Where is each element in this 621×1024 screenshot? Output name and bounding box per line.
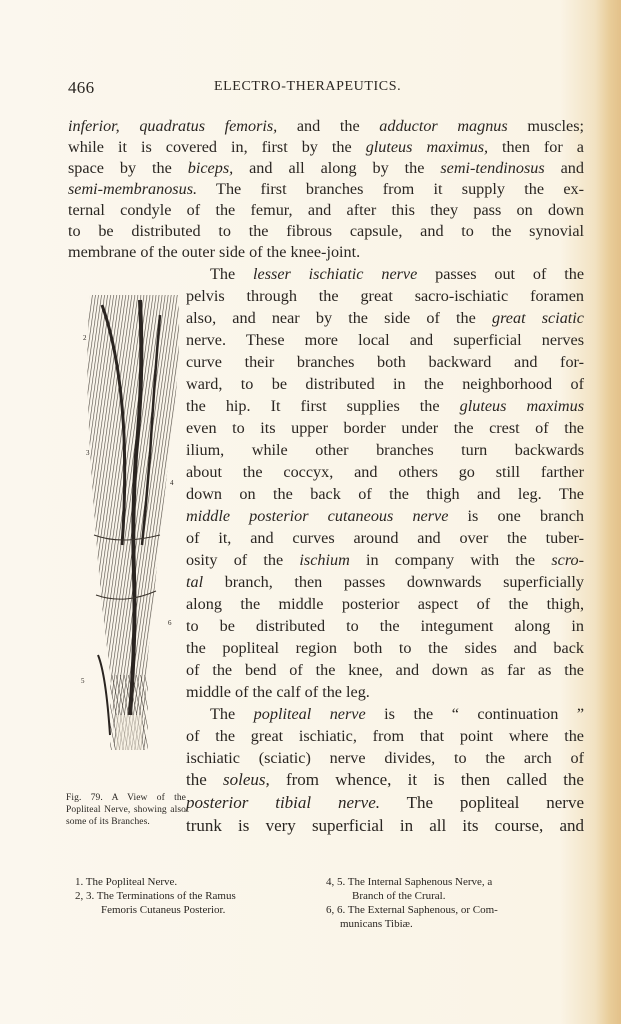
- page-number: 466: [68, 78, 95, 97]
- text-line: ischiatic (sciatic) nerve divides, to the arch of: [186, 749, 584, 767]
- text-line: space by the biceps, and all along by the semi-tendinosus and: [68, 159, 584, 177]
- text-line: of the bend of the knee, and down as far as the: [186, 661, 584, 679]
- text-line: ward, to be distributed in the neighborhood of: [186, 375, 584, 393]
- text-line: inferior, quadratus femoris, and the adductor magnus muscles;: [68, 117, 584, 135]
- text-line: ilium, while other branches turn backwards: [186, 441, 584, 459]
- running-head: ELECTRO-THERAPEUTICS.: [214, 79, 402, 94]
- text-line: posterior tibial nerve. The popliteal nerve: [186, 793, 585, 812]
- text-line: while it is covered in, first by the gluteus maximus, then for a: [68, 138, 584, 156]
- legend-entry: 6, 6. The External Saphenous, or Com-: [326, 904, 498, 916]
- text-line: the hip. It first supplies the gluteus maximus: [186, 397, 585, 415]
- text-line: about the coccyx, and others go still farther: [186, 463, 584, 481]
- text-line: The lesser ischiatic nerve passes out of the: [210, 265, 585, 283]
- legend-entry: Branch of the Crural.: [352, 890, 446, 902]
- text-line: to be distributed to the integument along in: [186, 617, 584, 635]
- legend-entry: 4, 5. The Internal Saphenous Nerve, a: [326, 876, 493, 888]
- text-line: the popliteal region both to the sides and back: [186, 639, 584, 657]
- text-line: osity of the ischium in company with the scro-: [186, 551, 585, 569]
- figure-label: 4: [170, 479, 174, 487]
- text-line: the soleus, from whence, it is then called the: [186, 770, 584, 789]
- text-line: to be distributed to the fibrous capsule, and to the synovial: [68, 222, 584, 240]
- text-line: membrane of the outer side of the knee-joint.: [68, 243, 361, 261]
- figure-label: 3: [86, 449, 90, 457]
- text-line: also, and near by the side of the great sciatic: [186, 309, 584, 327]
- text-line: trunk is very superficial in all its course, and: [186, 816, 584, 835]
- figure-label: 2: [83, 334, 87, 342]
- text-line: nerve. These more local and superficial nerves: [186, 331, 584, 349]
- text-line: middle of the calf of the leg.: [186, 683, 370, 701]
- text-line: of it, and curves around and over the tuber-: [186, 529, 584, 547]
- text-line: tal branch, then passes downwards superficially: [186, 573, 584, 591]
- figure-legend-right: [326, 875, 592, 931]
- legend-entry: municans Tibiæ.: [340, 918, 413, 930]
- figure-label: 1: [106, 319, 110, 327]
- text-line: pelvis through the great sacro-ischiatic foramen: [186, 287, 584, 305]
- text-line: semi-membranosus. The first branches from it supply the ex-: [68, 180, 584, 198]
- text-line: down on the back of the thigh and leg. The: [186, 485, 584, 503]
- text-line: ternal condyle of the femur, and after this they pass on down: [68, 201, 584, 219]
- text-line: middle posterior cutaneous nerve is one branch: [186, 507, 584, 525]
- figure-label: 6: [168, 619, 172, 627]
- legend-entry: 2, 3. The Terminations of the Ramus: [75, 890, 236, 902]
- text-line: The popliteal nerve is the “ continuation ”: [210, 705, 585, 723]
- figure-legend-left: [75, 875, 305, 917]
- text-line: curve their branches both backward and for-: [186, 353, 584, 371]
- legend-entry: Femoris Cutaneus Posterior.: [101, 904, 226, 916]
- popliteal-nerve-illustration: [80, 295, 184, 765]
- legend-entry: 1. The Popliteal Nerve.: [75, 876, 178, 888]
- figure-caption: Fig. 79. A View of the Popliteal Nerve, showing also some of its Branches.: [66, 793, 186, 827]
- text-line: even to its upper border under the crest of the: [186, 419, 584, 437]
- figure-label: 5: [81, 677, 85, 685]
- text-line: of the great ischiatic, from that point where the: [186, 727, 584, 745]
- text-line: along the middle posterior aspect of the thigh,: [186, 595, 584, 613]
